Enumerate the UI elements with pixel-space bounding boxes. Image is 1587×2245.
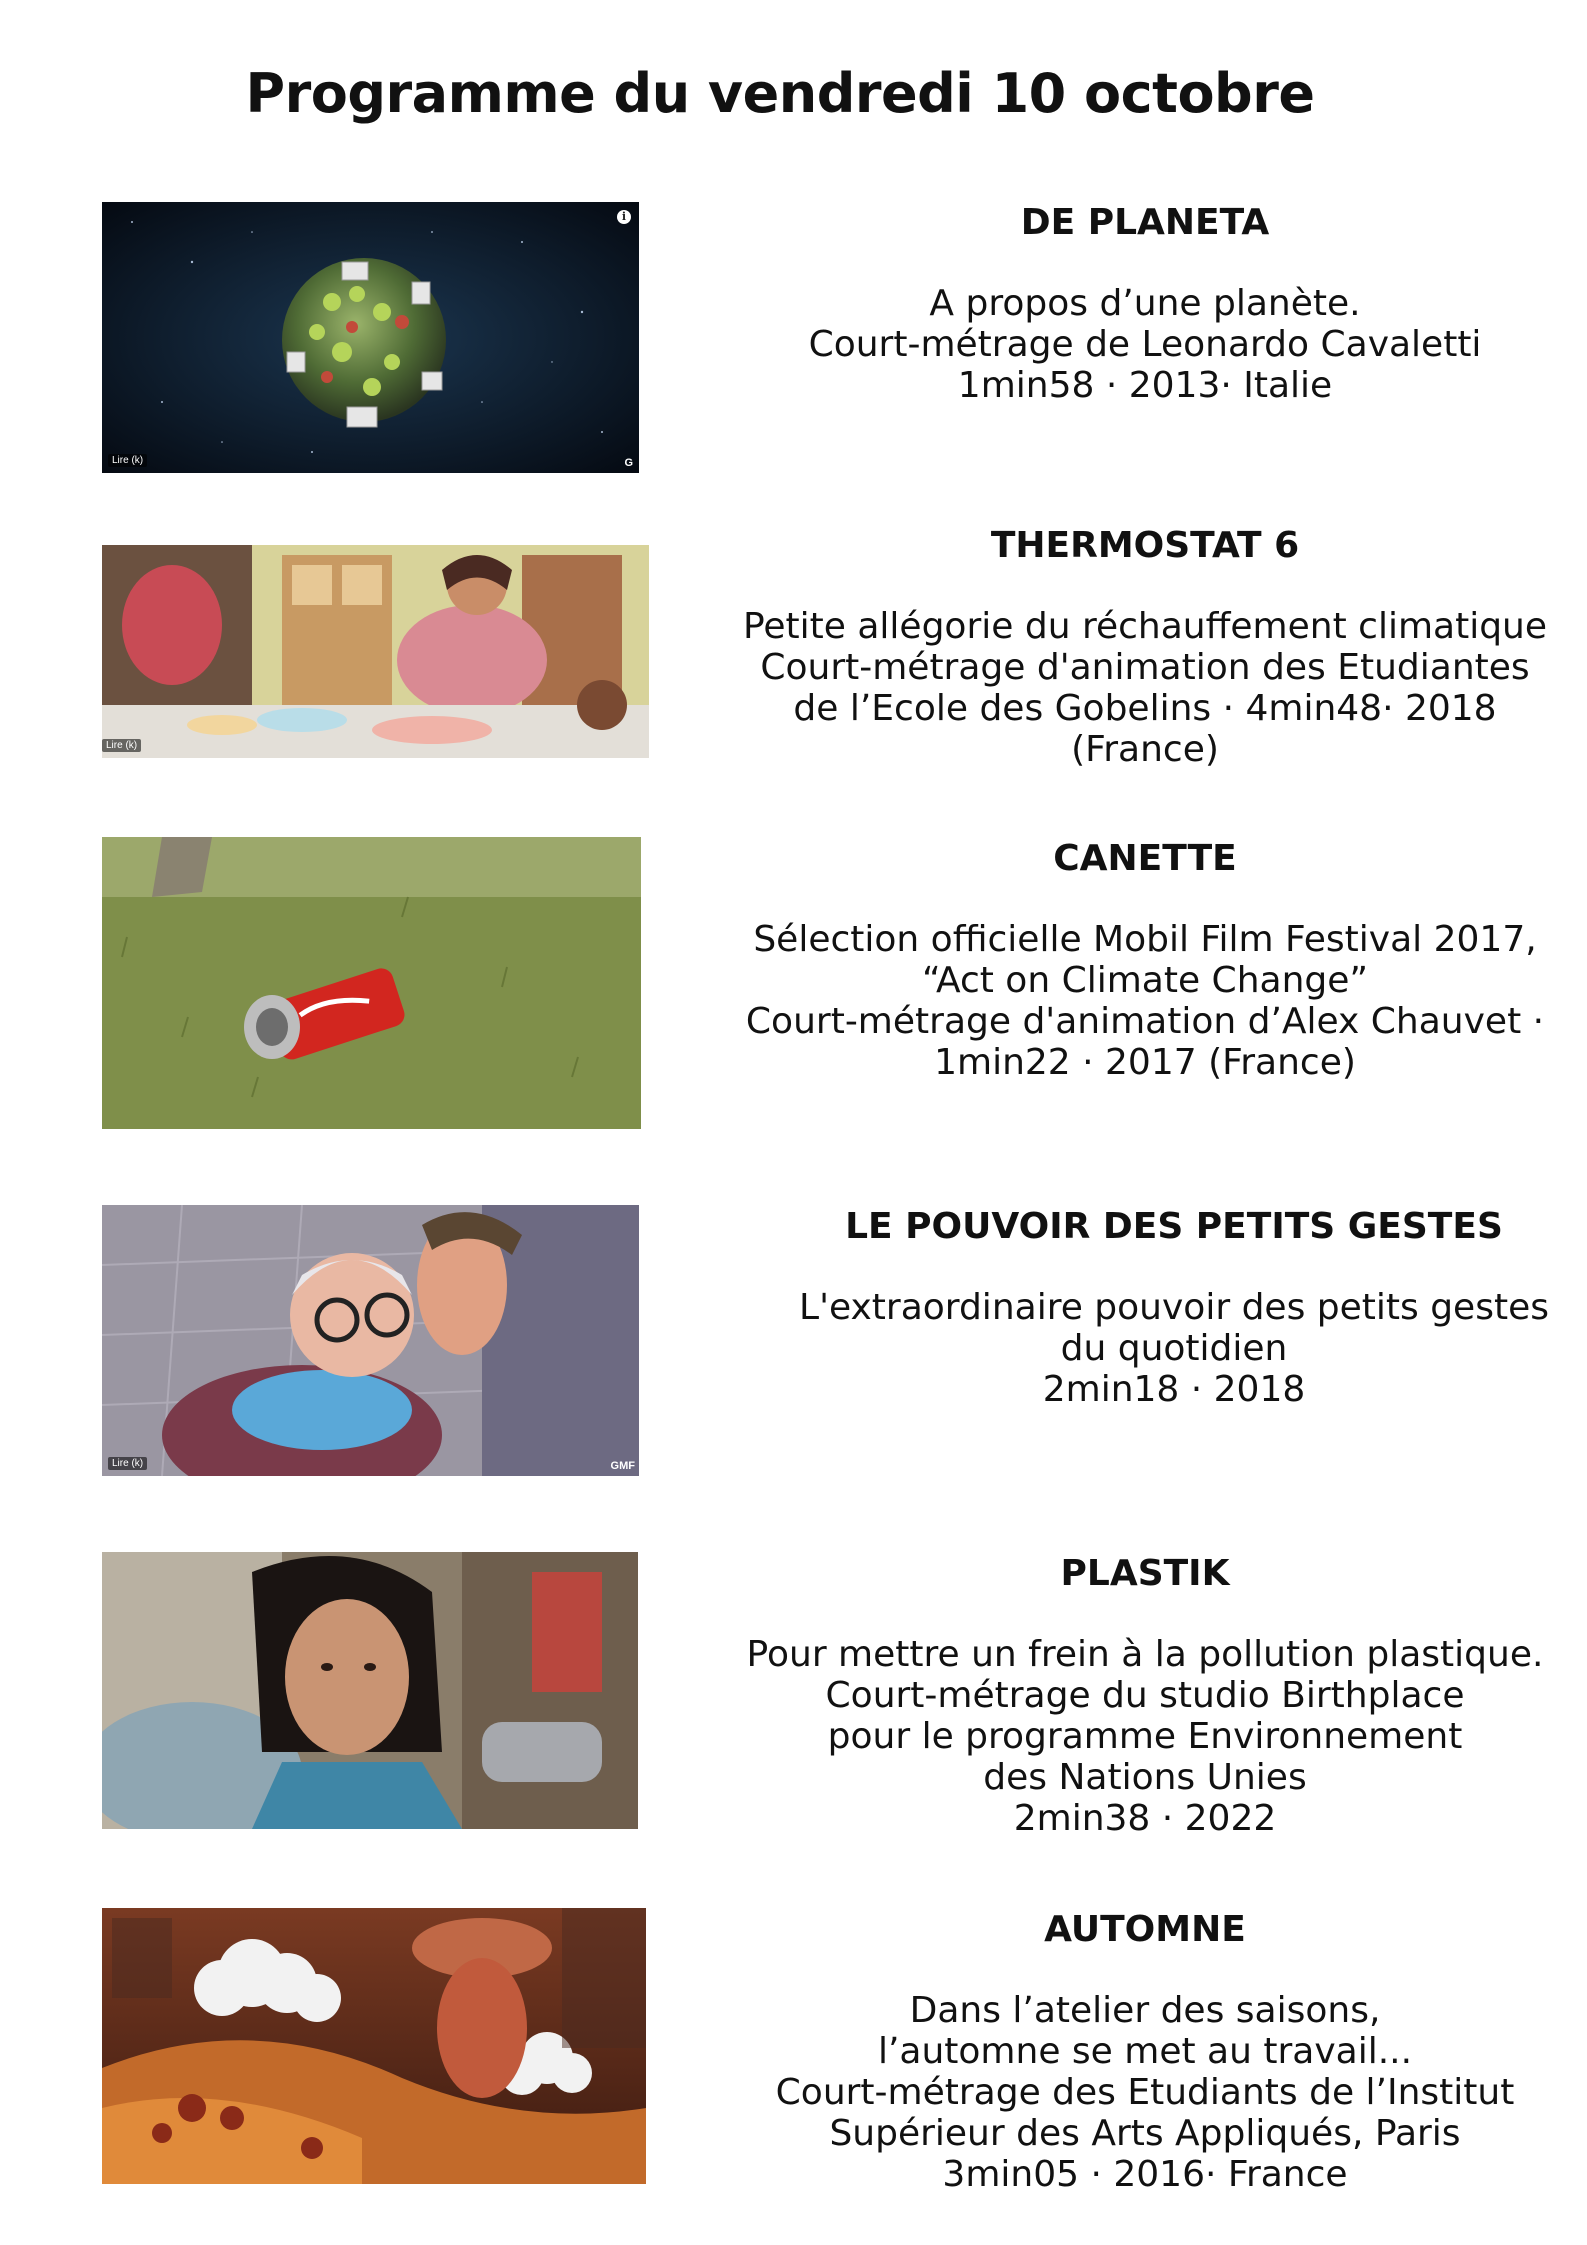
logo-mark: G (624, 457, 633, 469)
film-line: pour le programme Environnement (827, 1716, 1463, 1757)
film-line: du quotidien (1060, 1328, 1288, 1369)
film-title: THERMOSTAT 6 (990, 525, 1300, 566)
film-description (754, 1206, 1587, 1410)
film-line: Court-métrage de Leonardo Cavaletti (808, 324, 1482, 365)
film-thumbnail-plastik[interactable] (102, 1552, 638, 1829)
film-line: Petite allégorie du réchauffement climatique (742, 606, 1548, 647)
film-title: CANETTE (1053, 838, 1237, 879)
page-title: Programme du vendredi 10 octobre (245, 62, 1315, 125)
film-line: Court-métrage du studio Birthplace (825, 1675, 1465, 1716)
film-line: Supérieur des Arts Appliqués, Paris (829, 2113, 1461, 2154)
film-line: Court-métrage des Etudiants de l’Institut (775, 2072, 1515, 2113)
film-thumbnail-thermostat-6[interactable] (102, 545, 649, 758)
film-line: Dans l’atelier des saisons, (909, 1990, 1381, 2031)
film-line: Court-métrage d'animation des Etudiantes (760, 647, 1530, 688)
film-thumbnail-le-pouvoir-des-petits-gestes[interactable] (102, 1205, 639, 1476)
film-line: de l’Ecole des Gobelins · 4min48· 2018 (793, 688, 1497, 729)
film-line: 1min22 · 2017 (France) (934, 1042, 1356, 1083)
film-description (700, 202, 1587, 406)
film-description (714, 525, 1576, 770)
film-line: des Nations Unies (983, 1757, 1307, 1798)
film-line: 2min18 · 2018 (1042, 1369, 1306, 1410)
film-line: (France) (1071, 729, 1219, 770)
film-description (720, 838, 1570, 1083)
film-line: “Act on Climate Change” (921, 960, 1369, 1001)
film-line: 3min05 · 2016· France (942, 2154, 1348, 2195)
film-line: Pour mettre un frein à la pollution plastique. (746, 1634, 1544, 1675)
film-line: A propos d’une planète. (929, 283, 1361, 324)
film-description (700, 1553, 1587, 1839)
film-thumbnail-de-planeta[interactable] (102, 202, 639, 473)
play-label[interactable]: Lire (k) (108, 454, 147, 467)
film-thumbnail-automne[interactable] (102, 1908, 646, 2184)
film-title: PLASTIK (1060, 1553, 1230, 1594)
film-line: L'extraordinaire pouvoir des petits gestes (799, 1287, 1549, 1328)
kitchen-scene-image (102, 545, 649, 758)
film-title: LE POUVOIR DES PETITS GESTES (845, 1206, 1503, 1247)
can-on-grass-image (102, 837, 641, 1129)
logo-mark: GMF (610, 1460, 635, 1472)
film-line: 2min38 · 2022 (1013, 1798, 1277, 1839)
film-line: 1min58 · 2013· Italie (957, 365, 1333, 406)
grandmother-scene-image (102, 1205, 639, 1476)
film-thumbnail-canette[interactable] (102, 837, 641, 1129)
film-line: l’automne se met au travail... (877, 2031, 1413, 2072)
film-title: AUTOMNE (1044, 1909, 1246, 1950)
info-icon[interactable]: i (617, 210, 631, 224)
film-title: DE PLANETA (1020, 202, 1270, 243)
autumn-scene-image (102, 1908, 646, 2184)
play-label[interactable]: Lire (k) (108, 1457, 147, 1470)
planet-image (102, 202, 639, 473)
film-description (700, 1909, 1587, 2195)
play-label[interactable]: Lire (k) (102, 739, 141, 752)
film-line: Sélection officielle Mobil Film Festival 2017, (753, 919, 1537, 960)
child-portrait-image (102, 1552, 638, 1829)
film-line: Court-métrage d'animation d’Alex Chauvet · (745, 1001, 1545, 1042)
